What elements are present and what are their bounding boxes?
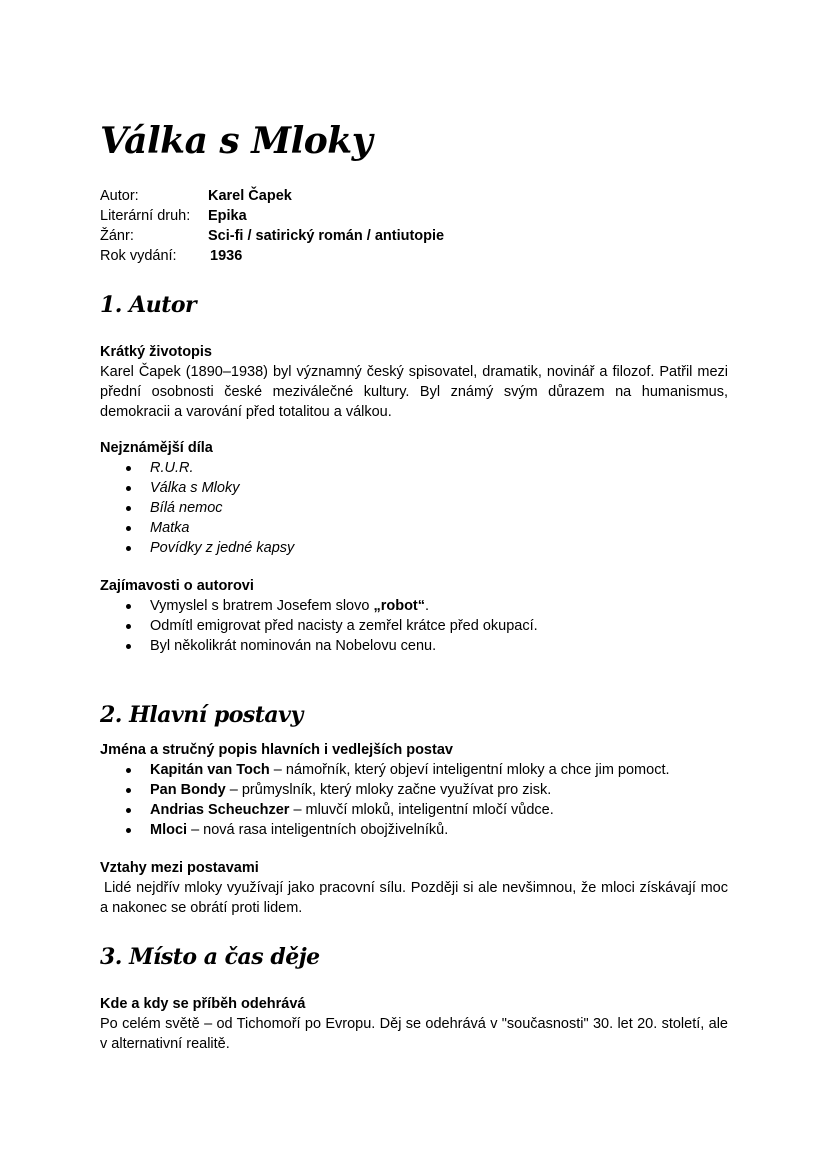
- notable-works: [100, 438, 728, 558]
- meta-value: Karel Čapek: [208, 188, 292, 204]
- list-item: [100, 760, 728, 780]
- bio-text: Karel Čapek (1890–1938) byl významný český spisovatel, dramatik, novinář a filozof. Patřil mezi přední osobnosti české meziválečné kultury. Byl známý svým důrazem na humanismus, demokracii a varování před totalitou a válkou.: [100, 364, 728, 420]
- author-bio: [100, 342, 728, 422]
- meta-row-genre: [100, 226, 444, 246]
- meta-value: Epika: [208, 208, 247, 224]
- characters: [100, 740, 728, 840]
- section-heading-author: 1. Autor: [100, 292, 197, 318]
- character-name: Andrias Scheuchzer: [150, 802, 290, 818]
- bio-heading: Krátký životopis: [100, 344, 212, 360]
- facts-heading: Zajímavosti o autorovi: [100, 578, 254, 594]
- list-item: [100, 780, 728, 800]
- document-title: Válka s Mloky: [100, 120, 373, 162]
- section-heading-characters: 2. Hlavní postavy: [100, 702, 303, 728]
- characters-list: [100, 760, 728, 840]
- character-desc: – mluvčí mloků, inteligentní mločí vůdce.: [289, 802, 554, 818]
- character-desc: – nová rasa inteligentních obojživelníků.: [187, 822, 449, 838]
- characters-heading: Jména a stručný popis hlavních i vedlejších postav: [100, 742, 453, 758]
- relations-heading: Vztahy mezi postavami: [100, 860, 259, 876]
- list-item: R.U.R.: [100, 458, 728, 478]
- meta-value: 1936: [210, 248, 243, 264]
- list-item: Válka s Mloky: [100, 478, 728, 498]
- list-item: Bílá nemoc: [100, 498, 728, 518]
- setting: [100, 994, 728, 1054]
- relations-text: Lidé nejdřív mloky využívají jako pracovní sílu. Později si ale nevšimnou, že mloci získávají moc a nakonec se obrátí proti lidem.: [100, 880, 728, 916]
- list-item: Matka: [100, 518, 728, 538]
- setting-text: Po celém světě – od Tichomoří po Evropu. Děj se odehrává v "současnosti" 30. let 20. století, ale v alternativní realitě.: [100, 1016, 728, 1052]
- list-item: [100, 800, 728, 820]
- meta-row-author: [100, 186, 444, 206]
- meta-label: Rok vydání:: [100, 248, 177, 264]
- works-heading: Nejznámější díla: [100, 440, 213, 456]
- fact-text: .: [425, 598, 430, 614]
- list-item: Odmítl emigrovat před nacisty a zemřel krátce před okupací.: [100, 616, 728, 636]
- works-list: [100, 458, 728, 558]
- meta-label: Autor:: [100, 188, 139, 204]
- meta-row-year: [100, 246, 444, 266]
- fact-text: Vymyslel s bratrem Josefem slovo: [150, 598, 374, 614]
- setting-heading: Kde a kdy se příběh odehrává: [100, 996, 306, 1012]
- list-item: [100, 596, 728, 616]
- character-name: Mloci: [150, 822, 188, 838]
- character-desc: – námořník, který objeví inteligentní mloky a chce jim pomoct.: [269, 762, 670, 778]
- meta-row-literary-type: [100, 206, 444, 226]
- character-desc: – průmyslník, který mloky začne využívat pro zisk.: [225, 782, 552, 798]
- author-facts: [100, 576, 728, 656]
- meta-label: Literární druh:: [100, 208, 191, 224]
- book-metadata: [100, 186, 444, 266]
- facts-list: [100, 596, 728, 656]
- meta-label: Žánr:: [100, 228, 134, 244]
- robot-word: „robot“: [373, 598, 426, 614]
- character-name: Pan Bondy: [150, 782, 226, 798]
- list-item: Byl několikrát nominován na Nobelovu cenu.: [100, 636, 728, 656]
- section-heading-setting: 3. Místo a čas děje: [100, 944, 320, 970]
- meta-value: Sci-fi / satirický román / antiutopie: [208, 228, 445, 244]
- character-name: Kapitán van Toch: [150, 762, 270, 778]
- character-relations: [100, 858, 728, 918]
- list-item: [100, 820, 728, 840]
- list-item: Povídky z jedné kapsy: [100, 538, 728, 558]
